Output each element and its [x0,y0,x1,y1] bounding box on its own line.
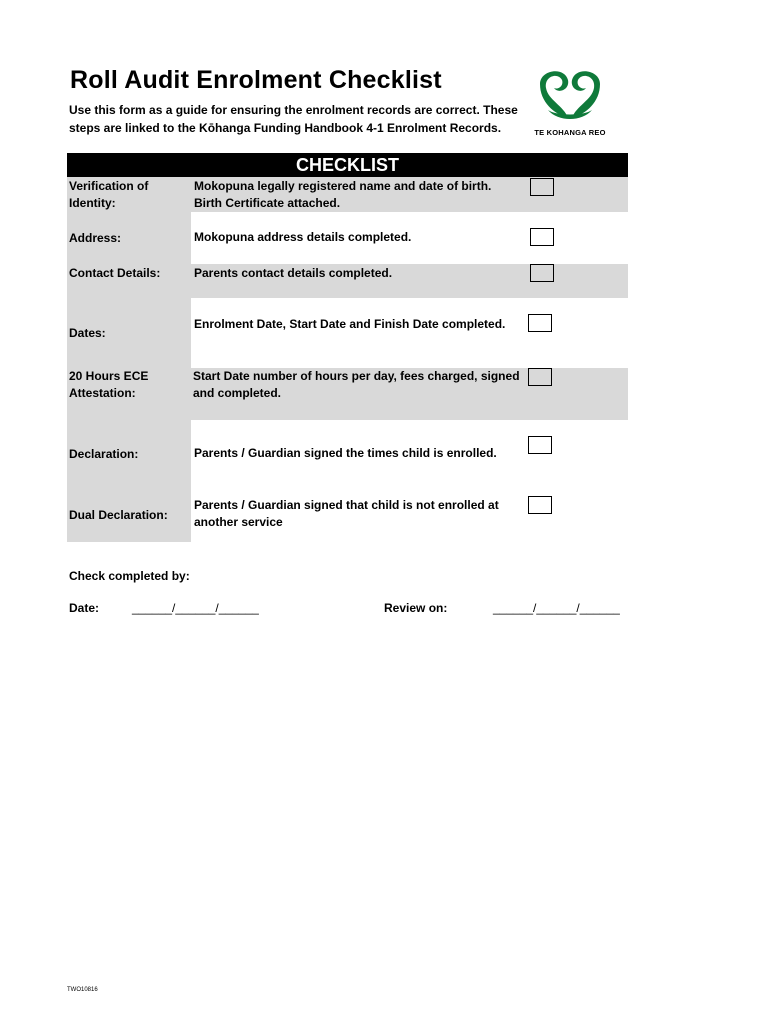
row-description-line: Parents / Guardian signed that child is not enrolled at [194,498,499,512]
intro-line-1: Use this form as a guide for ensuring the enrolment records are correct. These [69,103,518,117]
checklist-row-declaration [67,420,628,489]
row-description [194,229,524,246]
koru-logo-icon [534,64,606,126]
row-description [194,265,524,282]
checklist-heading: CHECKLIST [67,153,628,177]
row-label: Verification of Identity: [67,177,191,212]
row-description-line: Mokopuna legally registered name and date of birth. [194,179,492,193]
row-label: 20 Hours ECE Attestation: [67,368,191,420]
checklist-row-verification [67,177,628,212]
row-label: Dual Declaration: [67,489,191,542]
attestation-checkbox[interactable] [528,368,552,386]
checklist-row-address [67,212,628,264]
kohanga-logo [530,64,610,140]
verification-checkbox[interactable] [530,178,554,196]
row-description-line: Start Date number of hours per day, fees charged, signed [193,369,520,383]
row-description-line: Parents / Guardian signed the times child is enrolled. [194,446,497,460]
checklist-table [67,153,628,542]
row-description [194,316,524,333]
checklist-row-dual-declaration [67,489,628,542]
date-label: Date: [69,601,100,615]
row-description-line: Enrolment Date, Start Date and Finish Date completed. [194,317,506,331]
contact-checkbox[interactable] [530,264,554,282]
row-label: Dates: [67,298,191,368]
address-checkbox[interactable] [530,228,554,246]
review-label: Review on: [384,601,448,615]
review-date-field[interactable]: ______/______/______ [493,601,620,615]
row-description-line: Birth Certificate attached. [194,196,341,210]
row-description [194,445,524,462]
row-description [194,178,524,212]
row-label: Declaration: [67,420,191,489]
row-label: Address: [67,212,191,264]
date-field[interactable]: ______/______/______ [132,601,259,615]
checklist-row-dates [67,298,628,368]
check-completed-label: Check completed by: [69,569,190,583]
dual-declaration-checkbox[interactable] [528,496,552,514]
declaration-checkbox[interactable] [528,436,552,454]
row-description [193,368,527,402]
row-description-line: Mokopuna address details completed. [194,230,412,244]
row-description [194,497,524,531]
row-description-line: and completed. [193,386,282,400]
checklist-row-20-hours [67,368,628,420]
document-reference: TWO10816 [67,987,98,993]
page-title: Roll Audit Enrolment Checklist [70,66,442,94]
checklist-row-contact [67,264,628,298]
intro-text [69,101,529,137]
row-label: Contact Details: [67,264,191,298]
row-description-line: Parents contact details completed. [194,266,393,280]
row-description-line: another service [194,515,283,529]
dates-checkbox[interactable] [528,314,552,332]
intro-line-2: steps are linked to the Kōhanga Funding Handbook 4-1 Enrolment Records. [69,121,502,135]
logo-caption: TE KOHANGA REO [534,128,606,137]
